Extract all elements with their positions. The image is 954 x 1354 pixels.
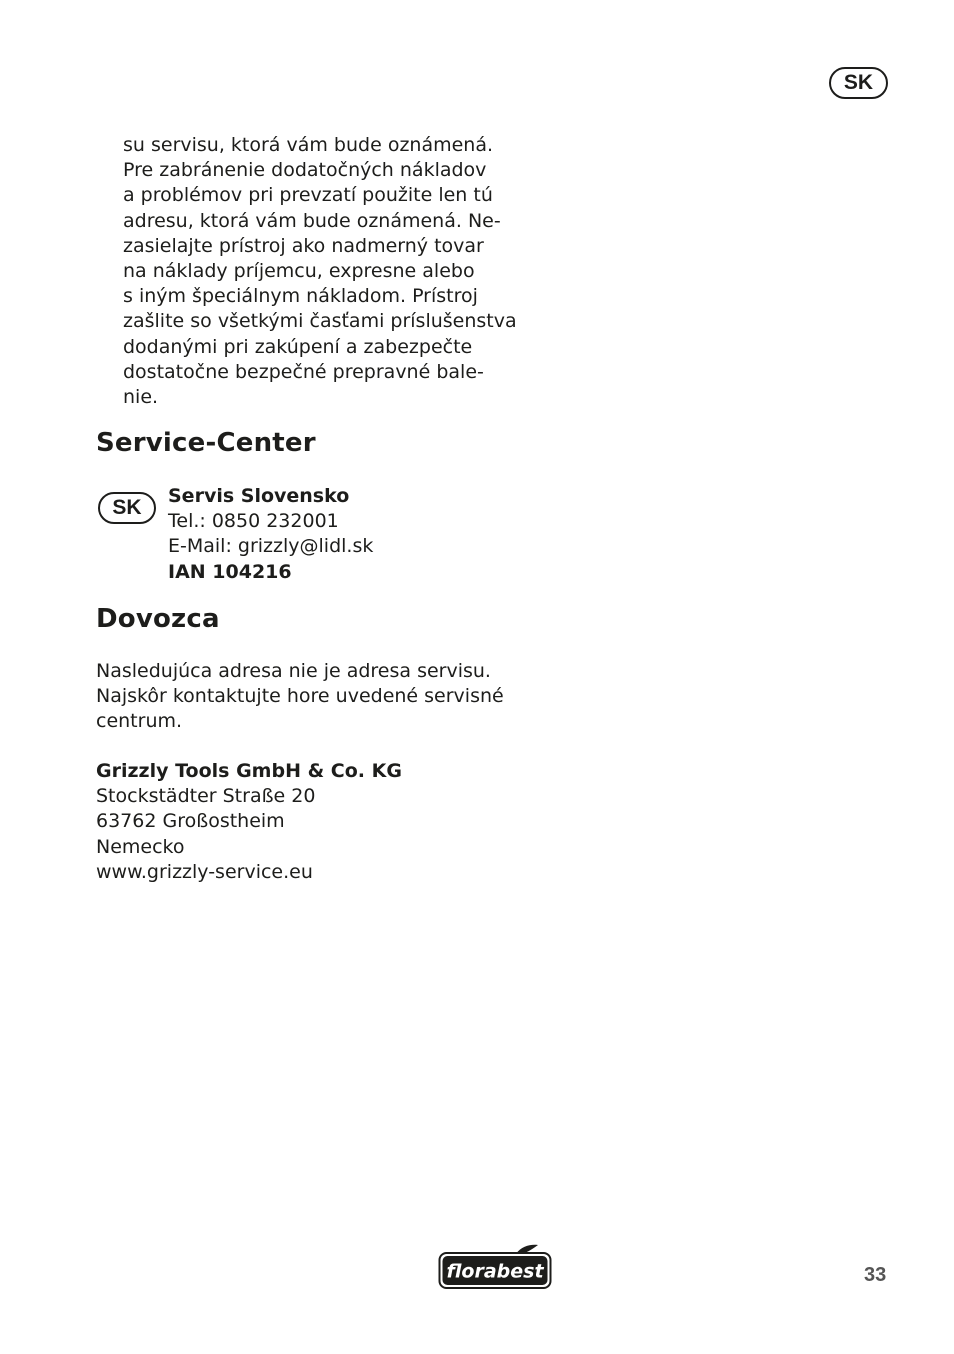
company-website: www.grizzly-service.eu <box>96 860 313 883</box>
intro-line: a problémov pri prevzatí použite len tú <box>123 184 493 207</box>
service-name: Servis Slovensko <box>168 485 350 507</box>
intro-paragraph <box>123 133 517 410</box>
company-country: Nemecko <box>96 835 185 858</box>
page-number: 33 <box>864 1264 887 1286</box>
intro-line: s iným špeciálnym nákladom. Prístroj <box>123 285 478 308</box>
importer-heading: Dovozca <box>96 604 220 634</box>
language-badge-sk: SK <box>829 67 888 99</box>
intro-line: adresu, ktorá vám bude oznámená. Ne- <box>123 209 501 232</box>
intro-line: dodanými pri zakúpení a zabezpečte <box>123 335 473 358</box>
importer-note-line: Nasledujúca adresa nie je adresa servisu. <box>96 660 491 682</box>
service-contact-block <box>168 484 373 585</box>
service-email: E-Mail: grizzly@lidl.sk <box>168 535 374 558</box>
service-ian: IAN 104216 <box>168 560 292 583</box>
service-center-heading: Service-Center <box>96 428 316 458</box>
logo-text: florabest <box>446 1260 544 1283</box>
intro-line: nie. <box>123 386 159 409</box>
importer-note-line: centrum. <box>96 710 183 733</box>
florabest-logo <box>438 1244 552 1290</box>
company-street: Stockstädter Straße 20 <box>96 785 316 808</box>
importer-note-line: Najskôr kontaktujte hore uvedené servisné <box>96 685 504 708</box>
importer-address-block <box>96 759 402 885</box>
intro-line: na náklady príjemcu, expresne alebo <box>123 260 475 283</box>
service-phone: Tel.: 0850 232001 <box>168 510 339 533</box>
country-badge-sk: SK <box>98 492 156 524</box>
company-name: Grizzly Tools GmbH & Co. KG <box>96 760 402 782</box>
intro-line: dostatočne bezpečné prepravné bale- <box>123 360 484 383</box>
importer-note <box>96 659 504 735</box>
intro-line: zasielajte prístroj ako nadmerný tovar <box>123 234 484 257</box>
company-city: 63762 Großostheim <box>96 810 285 833</box>
intro-line: su servisu, ktorá vám bude oznámená. <box>123 134 494 156</box>
intro-line: Pre zabránenie dodatočných nákladov <box>123 159 487 182</box>
intro-line: zašlite so všetkými časťami príslušenstva <box>123 310 517 333</box>
